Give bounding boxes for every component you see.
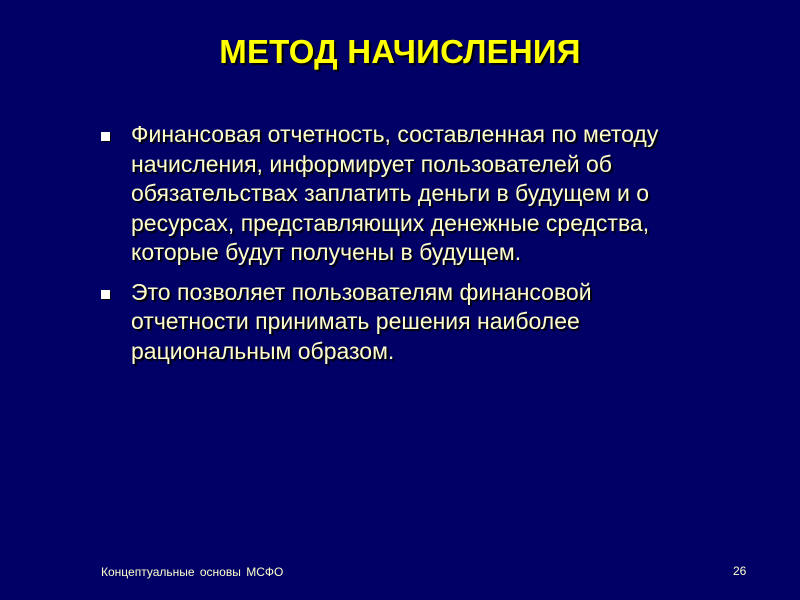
page-number: 26 bbox=[733, 564, 747, 578]
bullet-text: Финансовая отчетность, составленная по методу начисления, информирует пользователей об обязательствах заплатить деньги в будущем и о ресурсах, представляющих денежные средства, которые будут получены в будущем. bbox=[131, 121, 659, 265]
list-item bbox=[97, 120, 697, 268]
bullet-list bbox=[97, 120, 697, 376]
list-item bbox=[97, 278, 697, 367]
bullet-text: Это позволяет пользователям финансовой отчетности принимать решения наиболее рациональным образом. bbox=[131, 278, 592, 364]
square-bullet-icon bbox=[101, 132, 110, 141]
slide-title: МЕТОД НАЧИСЛЕНИЯ bbox=[219, 33, 581, 70]
square-bullet-icon bbox=[101, 290, 110, 299]
footer-caption: Концептуальные основы МСФО bbox=[101, 565, 284, 579]
